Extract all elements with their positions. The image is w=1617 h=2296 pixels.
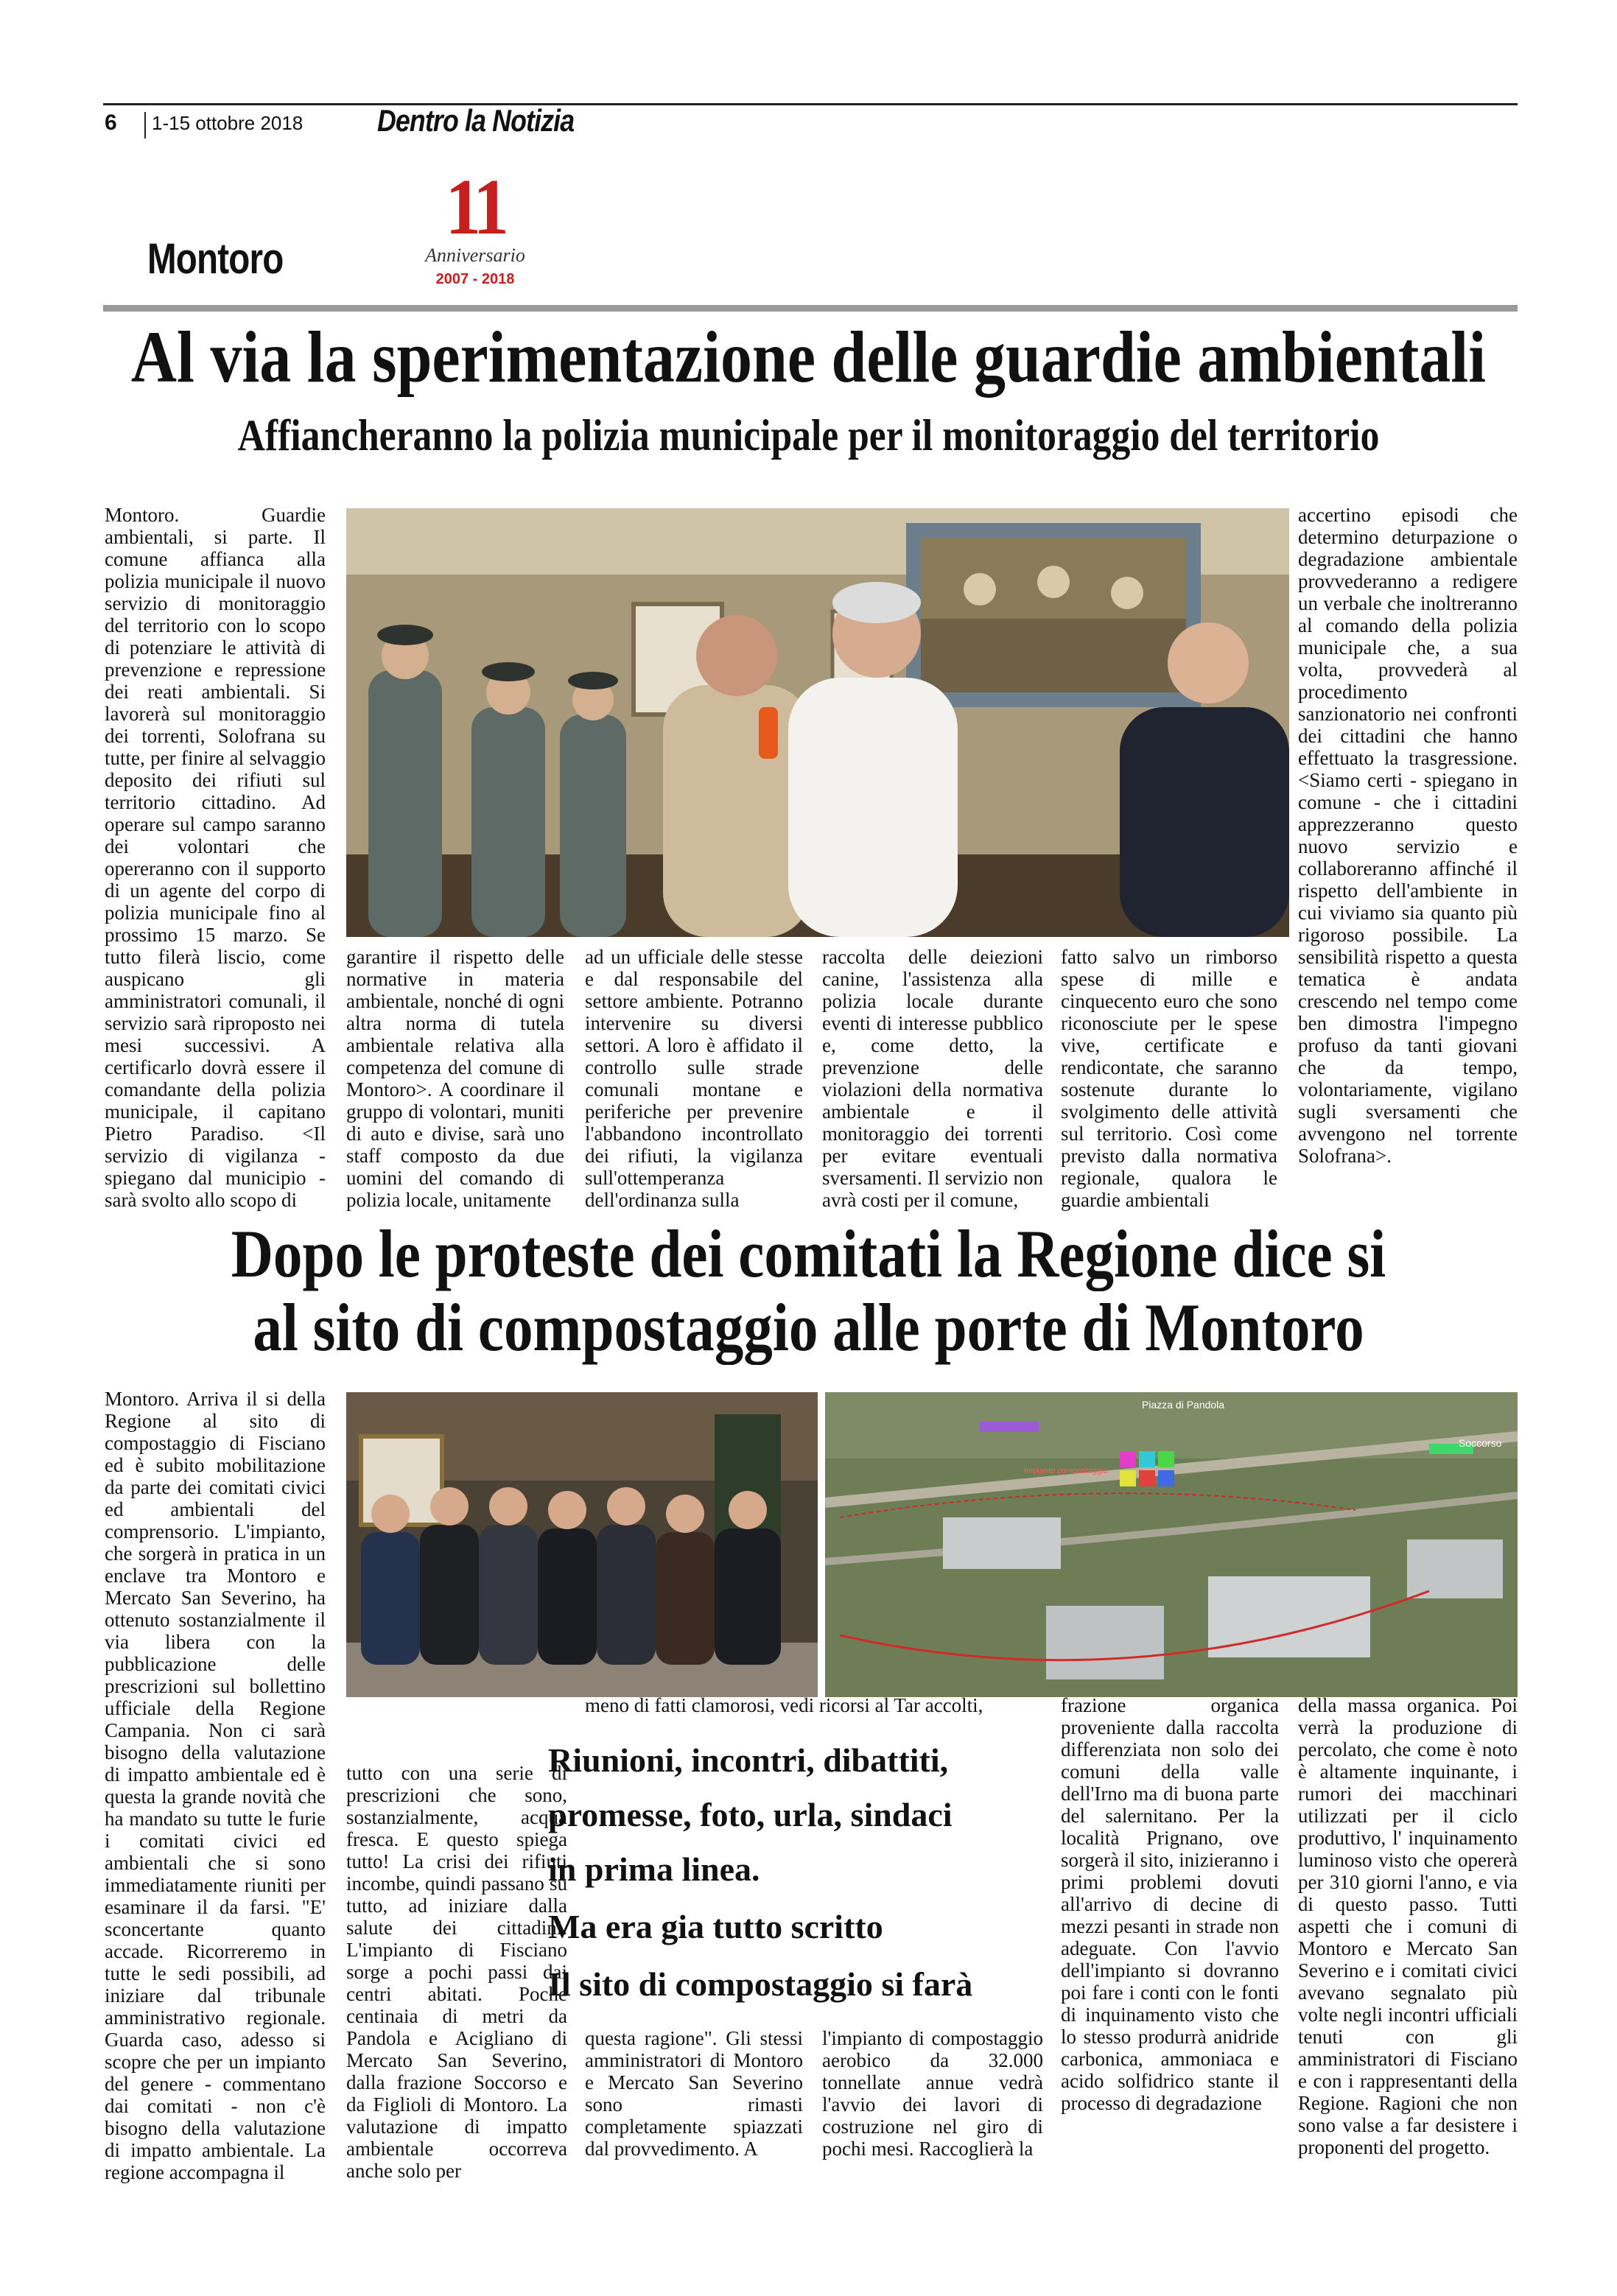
article1-column-1: Montoro. Guardie ambientali, si parte. Il comune affianca alla polizia municipale il nuovo servizio di monitoraggio del territorio con lo scopo di potenziare le attività di prevenzione e repressione dei reati ambientali. Si lavorerà sul monitoraggio dei torrenti, Solofrana su tutte, per finire al selvaggio deposito dei rifiuti sul territorio cittadino. Ad operare sul campo saranno dei volontari che opereranno con il supporto di un agente del corpo di polizia municipale fino al prossimo 15 marzo. Se tutto filerà liscio, come auspicano gli amministratori comunali, il servizio sarà riproposto nei mesi successivi. A certificarlo dovrà essere il comandante della polizia municipale, il capitano Pietro Paradiso. <Il servizio di vigilanza - spiegano dal municipio - sarà svolto allo scopo di [105, 504, 326, 1211]
article2-column-5: frazione organica proveniente dalla raccolta differenziata non solo dei comuni della valle dell'Irno ma di buona parte del salernitano. Per la località Prignano, ove sorgerà il sito, inizieranno i primi problemi dovuti all'arrivo di decine di mezzi pesanti in strade non adeguate. Con l'avvio dell'impianto si dovranno poi fare i conti con le fonti di inquinamento visto che lo stesso produrrà anidride carbonica, ammoniaca e acido solfidrico stante il processo di degradazione [1061, 1694, 1279, 2114]
header-divider [103, 305, 1518, 312]
map-label-pandola: Piazza di Pandola [1142, 1399, 1225, 1411]
pull-quote-line: Il sito di compostaggio si farà [548, 1965, 973, 2003]
anniversary-logo [413, 164, 538, 296]
article2-column-4-bottom: l'impianto di compostaggio aerobico da 32.000 tonnellate annue vedrà l'avvio dei lavori di costruzione nel giro di pochi mesi. Raccoglierà la [822, 2027, 1043, 2160]
article2-column-6: della massa organica. Poi verrà la produzione di percolato, che come è noto è altamente inquinante, i rumori dei macchinari utilizzati per il ciclo produttivo, l' inquinamento luminoso visto che opererà per 310 giorni l'anno, e via di questo passo. Tutti aspetti che i comuni di Montoro e Mercato San Severino e i comitati civici avevano segnalato più volte negli incontri ufficiali tenuti con gli amministratori di Fisciano e con i rappresentanti della Regione. Ragioni che non sono valse a far desistere i proponenti del progetto. [1298, 1694, 1518, 2158]
article2-column-3-bottom: questa ragione". Gli stessi amministratori di Montoro e Mercato San Severino sono rimasti completamente spiazzati dal provvedimento. A [585, 2027, 803, 2160]
issue-date: 1-15 ottobre 2018 [152, 112, 304, 134]
article1-column-3: ad un ufficiale delle stesse e dal responsabile del settore ambiente. Potranno intervenire su diversi settori. A loro è affidato il controllo sulle strade comunali montane e periferiche per prevenire l'abbandono incontrollato dei rifiuti, la vigilanza sull'ottemperanza dell'ordinanza sulla [585, 946, 803, 1211]
pull-quote-line: Riunioni, incontri, dibattiti, [548, 1741, 949, 1779]
article1-column-5: fatto salvo un rimborso spese di mille e cinquecento euro che sono riconosciute per le spese vive, certificate e rendicontate, che saranno sostenute durante lo svolgimento delle attività sul territorio. Così come previsto dalla normativa regionale, qualora le guardie ambientali [1061, 946, 1277, 1211]
pull-quote-line: Ma era gia tutto scritto [548, 1908, 883, 1945]
anniversary-word: Anniversario [425, 245, 525, 266]
folio-separator [144, 112, 146, 138]
article1-column-4: raccolta delle deiezioni canine, l'assistenza alla polizia locale durante eventi di interesse pubblico e, come detto, la prevenzione delle violazioni della normativa ambientale e il monitoraggio dei torrenti per evitare eventuali sversamenti. Il servizio non avrà costi per il comune, [822, 946, 1043, 1211]
anniversary-years: 2007 - 2018 [435, 271, 515, 287]
article1-column-6: accertino episodi che determino deturpazione o degradazione ambientale provvederanno a redigere un verbale che inoltreranno al comando della polizia municipale che, a sua volta, provvederà al procedimento sanzionatorio nei confronti dei cittadini che hanno effettuato la trasgressione. <Siamo certi - spiegano in comune - che i cittadini apprezzeranno questo nuovo servizio e collaboreranno affinché il rispetto dell'ambiente in cui viviamo sia quanto più rigoroso possibile. La sensibilità rispetto a questa tematica è andata crescendo nel tempo come ben dimostra l'impegno profuso da tanti giovani che da tempo, volontariamente, vigilano sugli sversamenti che avvengono nel torrente Solofrana>. [1298, 504, 1518, 1167]
article2-column-3-top: meno di fatti clamorosi, vedi ricorsi al Tar accolti, [585, 1694, 983, 1716]
pull-quote-line: promesse, foto, urla, sindaci [548, 1796, 953, 1833]
article2-group-photo [346, 1392, 818, 1697]
folio-rule [103, 103, 1518, 105]
newspaper-name: Dentro la Notizia [377, 103, 575, 138]
map-label-site: Impianto compostaggio [1024, 1467, 1108, 1475]
page-number: 6 [105, 110, 117, 135]
article2-column-2: tutto con una serie di prescrizioni che sono, sostanzialmente, acqua fresca. E questo spiega tutto! La crisi dei rifiuti incombe, quindi passano su tutto, ad iniziare dalla salute dei cittadini. L'impianto di Fisciano sorge a pochi passi dai centri abitati. Poche centinaia di metri da Pandola e Acigliano di Mercato San Severino, dalla frazione Soccorso e da Figlioli di Montoro. La valutazione di impatto ambientale occorreva anche solo per [346, 1762, 567, 2182]
map-label-soccorso: Soccorso [1459, 1437, 1502, 1449]
article2-headline-line1: Dopo le proteste dei comitati la Regione dice si [231, 1216, 1386, 1291]
article2-column-1: Montoro. Arriva il si della Regione al sito di compostaggio di Fisciano ed è subito mobilitazione da parte dei comitati civici ed ambientali del comprensorio. L'impianto, che sorgerà in pratica in un enclave tra Montoro e Mercato San Severino, ha ottenuto sostanzialmente il via libera con la pubblicazione delle prescrizioni sul bollettino ufficiale della Regione Campania. Non ci sarà bisogno della valutazione di impatto ambientale ed è questa la grande novità che ha mandato su tutte le furie i comitati civici ed ambientali che si sono immediatamente riuniti per esaminare il da farsi. "E' sconcertante quanto accade. Ricorreremo in tutte le sedi possibili, ad iniziare dal tribunale amministrativo regionale. Guarda caso, adesso si scopre che per un impianto del genere - commentano dai comitati - non c'è bisogno della valutazione di impatto ambientale. La regione accompagna il [105, 1388, 326, 2183]
article1-subheadline: Affiancheranno la polizia municipale per il monitoraggio del territorio [237, 411, 1380, 460]
anniversary-number: 11 [445, 164, 505, 251]
article1-photo [346, 508, 1289, 937]
article2-aerial-map [825, 1392, 1518, 1697]
article1-column-2: garantire il rispetto delle normative in materia ambientale, nonché di ogni altra norma di tutela ambientale relativa alla competenza del comune di Montoro>. A coordinare il gruppo di volontari, muniti di auto e divise, sarà uno staff composto da due uomini del comando di polizia locale, unitamente [346, 946, 564, 1211]
pull-quote-line: in prima linea. [548, 1850, 760, 1888]
article2-headline-line2: al sito di compostaggio alle porte di Montoro [253, 1290, 1364, 1365]
section-title: Montoro [147, 235, 284, 283]
article1-headline: Al via la sperimentazione delle guardie ambientali [130, 316, 1487, 398]
